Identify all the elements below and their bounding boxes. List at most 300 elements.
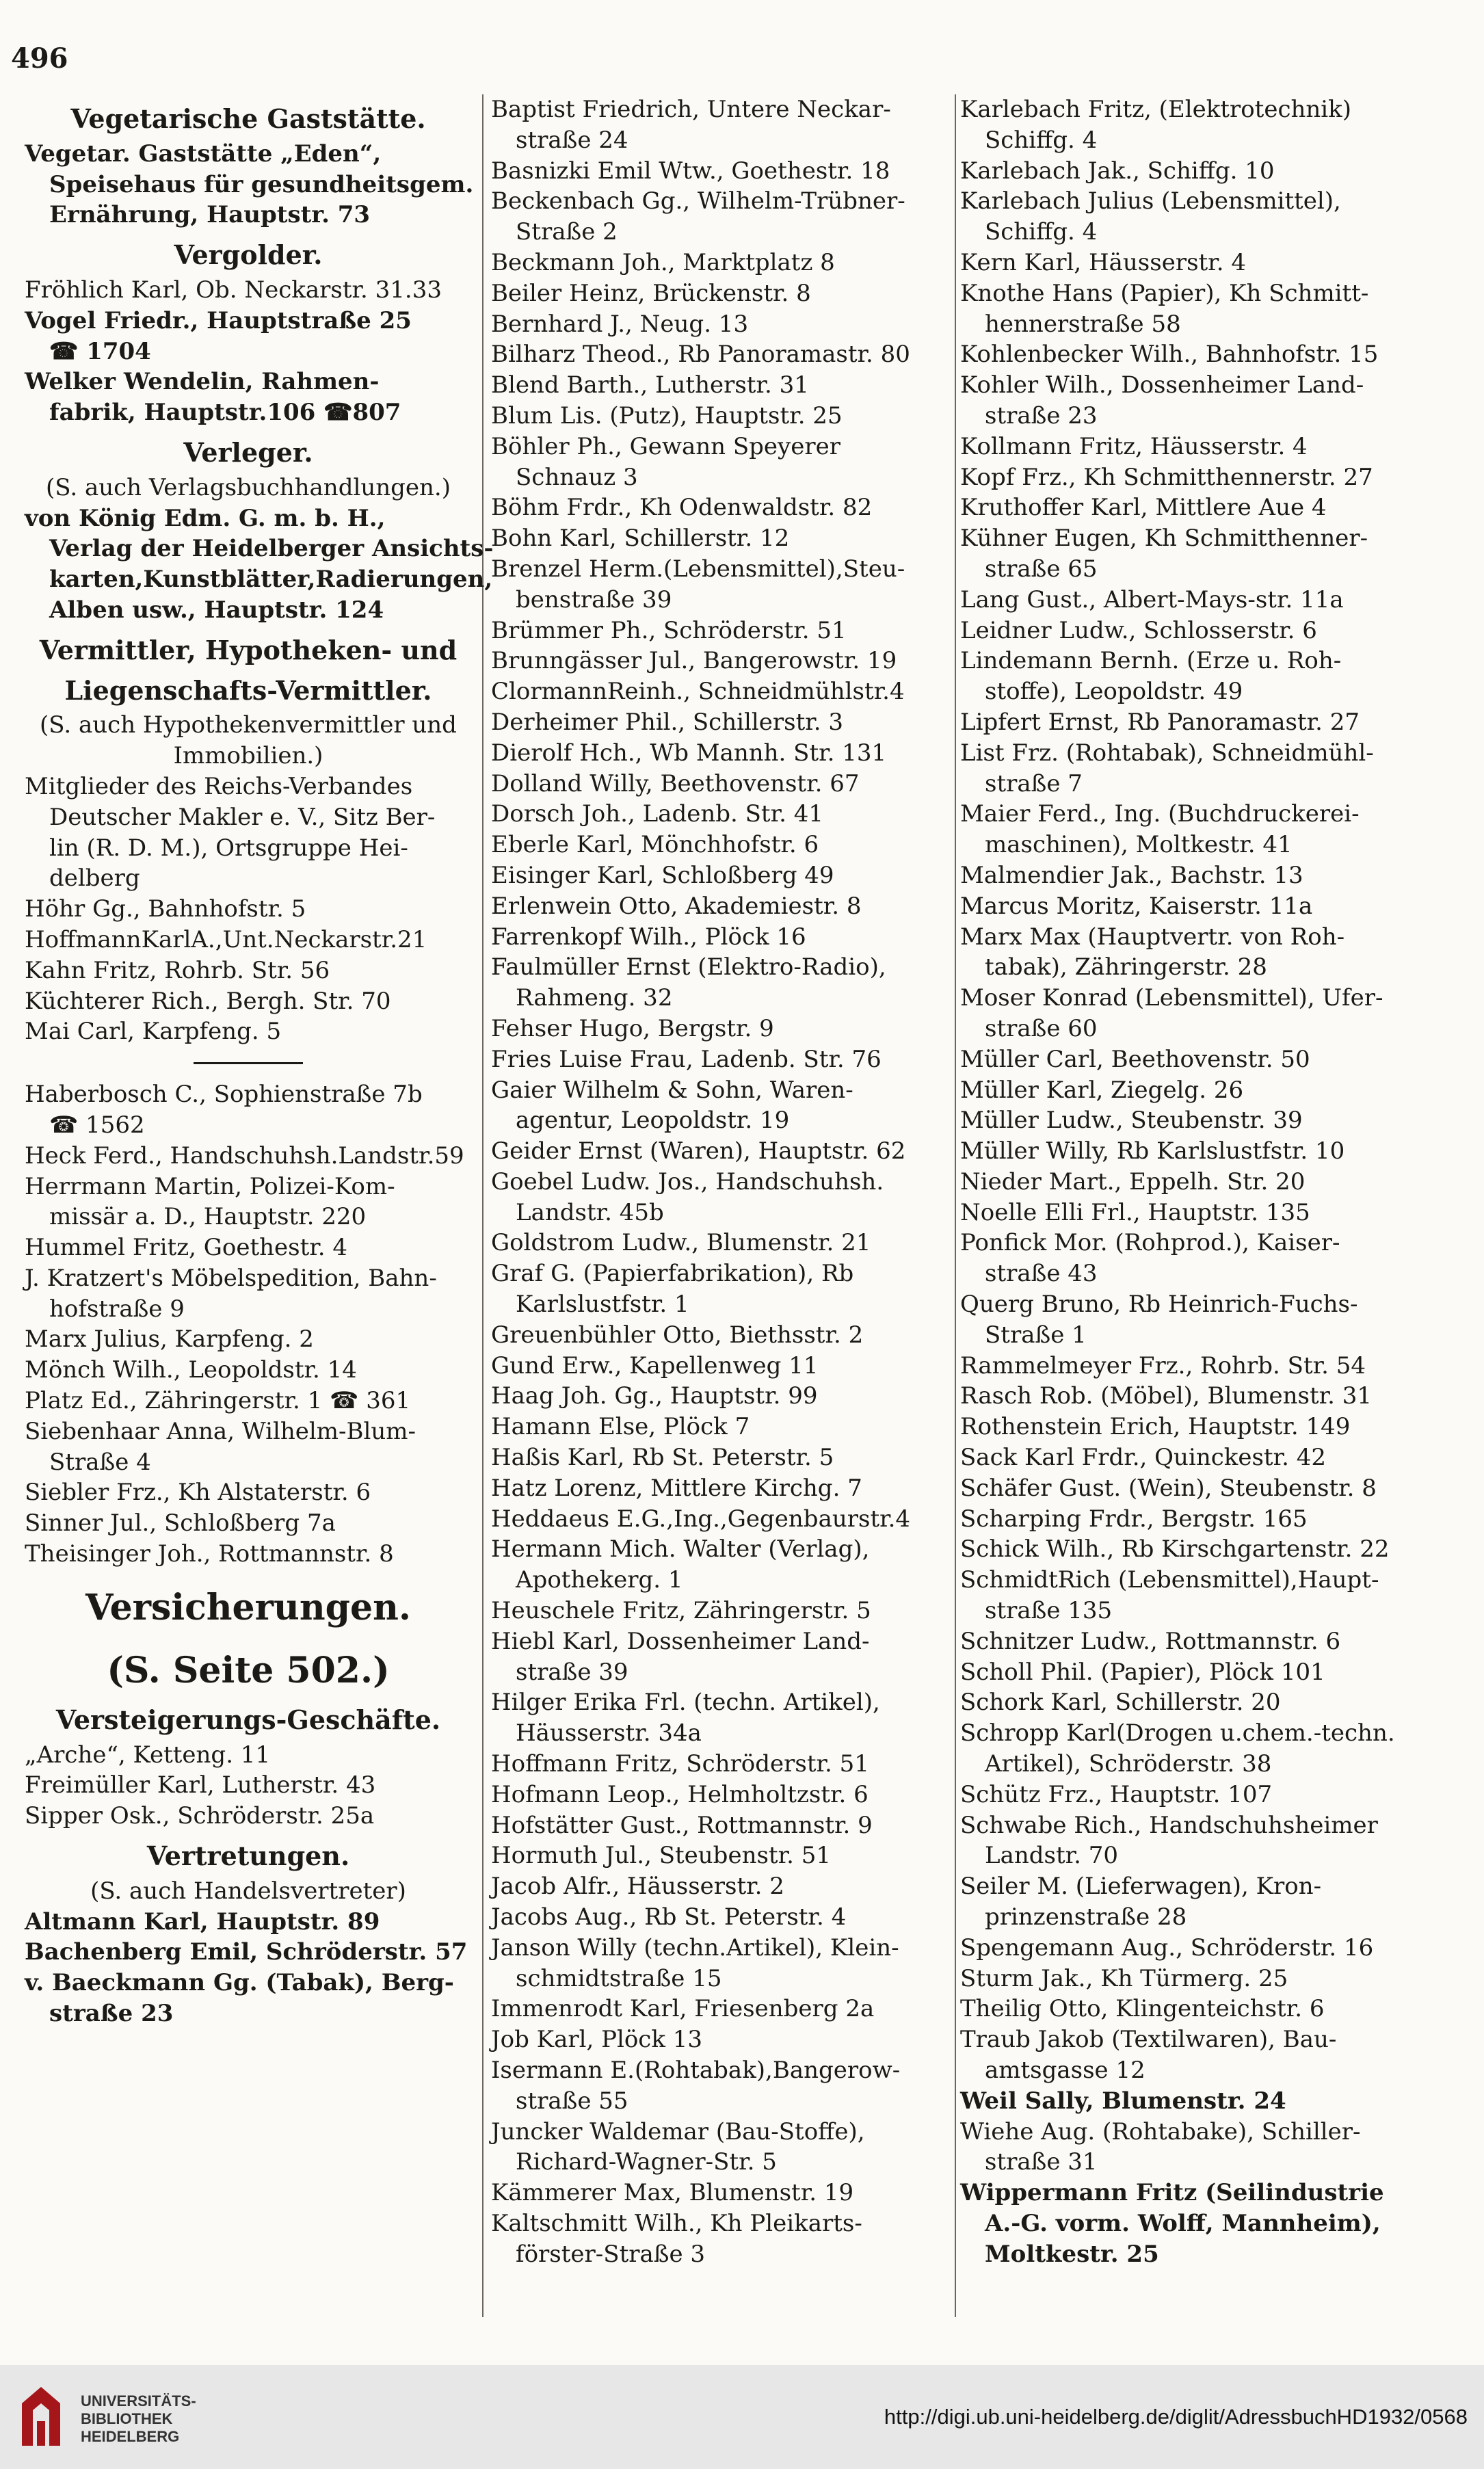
directory-entry xyxy=(491,2055,952,2117)
entry-line: Dolland Willy, Beethovenstr. 67 xyxy=(491,769,860,797)
directory-entry xyxy=(25,1801,472,1832)
directory-entry xyxy=(960,1167,1436,1198)
entry-line: straße 7 xyxy=(985,769,1083,797)
entry-line: Goebel Ludw. Jos., Handschuhsh. xyxy=(491,1167,884,1196)
directory-entry xyxy=(960,1810,1436,1872)
directory-entry xyxy=(960,1136,1436,1167)
entry-line: Freimüller Karl, Lutherstr. 43 xyxy=(25,1771,376,1799)
entry-line: Theilig Otto, Klingenteichstr. 6 xyxy=(960,1995,1325,2023)
directory-entry xyxy=(491,707,952,738)
directory-entry xyxy=(491,1258,952,1320)
section-separator xyxy=(194,1062,303,1064)
directory-entry xyxy=(25,139,472,230)
entry-line: Apothekerg. 1 xyxy=(516,1566,683,1594)
entry-line: Welker Wendelin, Rahmen- xyxy=(25,368,380,396)
directory-entry xyxy=(960,1534,1436,1565)
entry-line: Platz Ed., Zähringerstr. 1 ☎ 361 xyxy=(25,1387,411,1415)
entry-line: straße 39 xyxy=(516,1658,628,1686)
directory-entry xyxy=(960,1626,1436,1657)
page-number: 496 xyxy=(11,42,68,75)
entry-line: Schwabe Rich., Handschuhsheimer xyxy=(960,1811,1378,1839)
entry-line: Jacob Alfr., Häusserstr. 2 xyxy=(491,1873,784,1901)
entry-line: Siebenhaar Anna, Wilhelm-Blum- xyxy=(25,1417,416,1445)
entry-line: Hummel Fritz, Goethestr. 4 xyxy=(25,1234,348,1262)
entry-line: Kämmerer Max, Blumenstr. 19 xyxy=(491,2179,854,2207)
entry-line: Landstr. 70 xyxy=(985,1842,1119,1870)
directory-entry xyxy=(960,2024,1436,2086)
directory-entry xyxy=(25,1508,472,1539)
entry-line: Herrmann Martin, Polizei-Kom- xyxy=(25,1172,395,1200)
entry-line: Karlebach Fritz, (Elektrotechnik) xyxy=(960,96,1352,123)
entry-line: Schork Karl, Schillerstr. 20 xyxy=(960,1689,1281,1717)
directory-entry xyxy=(491,94,952,156)
entry-line: agentur, Leopoldstr. 19 xyxy=(516,1107,790,1135)
entry-line: missär a. D., Hauptstr. 220 xyxy=(49,1203,367,1231)
entry-line: Richard-Wagner-Str. 5 xyxy=(516,2148,777,2176)
entry-line: Artikel), Schröderstr. 38 xyxy=(985,1750,1272,1778)
directory-entry xyxy=(960,523,1436,585)
entry-line: ClormannReinh., Schneidmühlstr.4 xyxy=(491,678,905,706)
entry-line: Farrenkopf Wilh., Plöck 16 xyxy=(491,923,806,951)
directory-entry xyxy=(491,1596,952,1626)
directory-entry xyxy=(960,492,1436,523)
entry-line: Altmann Karl, Hauptstr. 89 xyxy=(25,1907,380,1936)
entry-line: Kruthoffer Karl, Mittlere Aue 4 xyxy=(960,494,1327,522)
entry-line: Kollmann Fritz, Häusserstr. 4 xyxy=(960,432,1308,460)
entry-line: Marcus Moritz, Kaiserstr. 11a xyxy=(960,892,1313,920)
entry-line: Wippermann Fritz (Seilindustrie xyxy=(960,2179,1384,2207)
entry-line: Lindemann Bernh. (Erze u. Roh- xyxy=(960,647,1342,675)
directory-entry xyxy=(960,462,1436,493)
directory-entry xyxy=(960,248,1436,278)
directory-entry xyxy=(491,860,952,891)
entry-line: Dierolf Hch., Wb Mannh. Str. 131 xyxy=(491,739,887,767)
entry-line: Noelle Elli Frl., Hauptstr. 135 xyxy=(960,1198,1310,1226)
entry-line: Schropp Karl(Drogen u.chem.-techn. xyxy=(960,1719,1395,1747)
directory-entry xyxy=(25,1324,472,1355)
entry-line: A.-G. vorm. Wolff, Mannheim), xyxy=(985,2209,1381,2237)
entry-line: Malmendier Jak., Bachstr. 13 xyxy=(960,861,1303,889)
entry-line: Marx Max (Hauptvertr. von Roh- xyxy=(960,923,1345,951)
directory-entry xyxy=(960,1075,1436,1106)
directory-entry xyxy=(491,401,952,432)
directory-entry xyxy=(960,891,1436,922)
section-note: (S. auch Handelsvertreter) xyxy=(90,1877,406,1905)
entry-line: Bernhard J., Neug. 13 xyxy=(491,310,749,338)
entry-line: Querg Bruno, Rb Heinrich-Fuchs- xyxy=(960,1291,1358,1319)
directory-entry xyxy=(25,925,472,955)
entry-line: Basnizki Emil Wtw., Goethestr. 18 xyxy=(491,157,890,185)
directory-entry xyxy=(491,1840,952,1871)
directory-entry xyxy=(25,1416,472,1478)
entry-line: Haberbosch C., Sophienstraße 7b xyxy=(25,1081,423,1109)
section-heading: (S. Seite 502.) xyxy=(107,1649,390,1691)
entry-line: Faulmüller Ernst (Elektro-Radio), xyxy=(491,953,886,981)
entry-line: Greuenbühler Otto, Biethsstr. 2 xyxy=(491,1321,864,1349)
entry-line: ☎ 1704 xyxy=(49,337,151,365)
entry-line: Rothenstein Erich, Hauptstr. 149 xyxy=(960,1413,1351,1441)
directory-entry xyxy=(491,952,952,1014)
entry-line: Ernährung, Hauptstr. 73 xyxy=(49,201,371,229)
directory-entry xyxy=(491,1749,952,1780)
entry-line: Häusserstr. 34a xyxy=(516,1719,702,1747)
entry-line: Hatz Lorenz, Mittlere Kirchg. 7 xyxy=(491,1474,862,1502)
entry-line: Deutscher Makler e. V., Sitz Ber- xyxy=(49,803,436,831)
directory-entry xyxy=(491,1075,952,1137)
column-divider xyxy=(482,94,483,2317)
directory-entry xyxy=(491,156,952,187)
directory-entry xyxy=(960,1289,1436,1351)
entry-line: straße 65 xyxy=(985,555,1098,583)
entry-line: Geider Ernst (Waren), Hauptstr. 62 xyxy=(491,1137,906,1165)
directory-entry xyxy=(960,585,1436,616)
directory-entry xyxy=(491,186,952,248)
directory-entry xyxy=(25,771,472,894)
entry-line: List Frz. (Rohtabak), Schneidmühl- xyxy=(960,739,1374,767)
entry-line: straße 23 xyxy=(49,2000,174,2028)
directory-entry xyxy=(491,1902,952,1933)
entry-line: Mai Carl, Karpfeng. 5 xyxy=(25,1018,282,1046)
entry-line: Gaier Wilhelm & Sohn, Waren- xyxy=(491,1076,853,1104)
entry-line: Janson Willy (techn.Artikel), Klein- xyxy=(491,1933,899,1962)
directory-entry xyxy=(491,523,952,554)
entry-line: fabrik, Hauptstr.106 ☎807 xyxy=(49,399,401,427)
entry-line: Kohlenbecker Wilh., Bahnhofstr. 15 xyxy=(960,341,1379,369)
entry-line: Traub Jakob (Textilwaren), Bau- xyxy=(960,2026,1337,2054)
entry-line: SchmidtRich (Lebensmittel),Haupt- xyxy=(960,1566,1379,1594)
entry-line: J. Kratzert's Möbelspedition, Bahn- xyxy=(25,1264,437,1292)
directory-entry xyxy=(960,94,1436,156)
directory-entry xyxy=(491,1933,952,1994)
directory-entry xyxy=(25,1355,472,1386)
directory-entry xyxy=(491,830,952,860)
column-middle xyxy=(491,94,952,2270)
section-note: Immobilien.) xyxy=(173,742,323,770)
entry-line: straße 24 xyxy=(516,126,628,154)
entry-line: Hilger Erika Frl. (techn. Artikel), xyxy=(491,1689,880,1717)
entry-line: Sipper Osk., Schröderstr. 25a xyxy=(25,1802,375,1830)
entry-line: v. Baeckmann Gg. (Tabak), Berg- xyxy=(25,1969,454,1997)
directory-entry xyxy=(960,1381,1436,1412)
entry-line: Rammelmeyer Frz., Rohrb. Str. 54 xyxy=(960,1351,1366,1379)
directory-entry xyxy=(960,738,1436,800)
directory-entry xyxy=(491,1381,952,1412)
entry-line: förster-Straße 3 xyxy=(516,2240,706,2268)
directory-entry xyxy=(491,676,952,707)
entry-line: hennerstraße 58 xyxy=(985,310,1181,338)
directory-entry xyxy=(491,616,952,646)
entry-line: Eberle Karl, Mönchhofstr. 6 xyxy=(491,831,819,859)
entry-line: hofstraße 9 xyxy=(49,1295,185,1323)
directory-entry xyxy=(960,278,1436,340)
directory-entry xyxy=(25,306,472,367)
directory-entry xyxy=(960,432,1436,462)
entry-line: Hoffmann Fritz, Schröderstr. 51 xyxy=(491,1750,869,1778)
entry-line: straße 135 xyxy=(985,1597,1113,1625)
entry-line: Speisehaus für gesundheitsgem. xyxy=(49,170,474,198)
entry-line: Heddaeus E.G.,Ing.,Gegenbaurstr.4 xyxy=(491,1505,911,1533)
directory-entry xyxy=(491,1442,952,1473)
directory-entry xyxy=(491,1044,952,1075)
directory-entry xyxy=(960,922,1436,983)
column-divider xyxy=(955,94,956,2317)
directory-entry xyxy=(960,1351,1436,1382)
section-heading: Vermittler, Hypotheken- und xyxy=(39,634,458,665)
entry-line: Hofstätter Gust., Rottmannstr. 9 xyxy=(491,1811,873,1839)
entry-line: Kühner Eugen, Kh Schmitthenner- xyxy=(960,525,1368,553)
directory-entry xyxy=(491,1320,952,1351)
entry-line: Straße 4 xyxy=(49,1448,151,1476)
entry-line: Vogel Friedr., Hauptstraße 25 xyxy=(25,306,412,334)
source-url-link[interactable]: http://digi.ub.uni-heidelberg.de/diglit/AdressbuchHD1932/0568 xyxy=(884,2405,1468,2429)
directory-entry xyxy=(960,707,1436,738)
entry-line: Baptist Friedrich, Untere Neckar- xyxy=(491,96,891,123)
entry-line: Fries Luise Frau, Ladenb. Str. 76 xyxy=(491,1045,882,1073)
entry-line: delberg xyxy=(49,864,140,893)
entry-line: Job Karl, Plöck 13 xyxy=(491,2026,703,2054)
entry-line: Marx Julius, Karpfeng. 2 xyxy=(25,1325,314,1354)
directory-entry xyxy=(960,1504,1436,1535)
directory-entry xyxy=(960,2178,1436,2269)
column-left xyxy=(25,94,494,2029)
directory-entry xyxy=(491,1780,952,1810)
directory-entry xyxy=(491,1136,952,1167)
directory-entry xyxy=(491,1687,952,1749)
directory-entry xyxy=(25,1232,472,1263)
directory-entry xyxy=(960,1718,1436,1780)
entry-line: Haag Joh. Gg., Hauptstr. 99 xyxy=(491,1382,818,1410)
entry-line: Wiehe Aug. (Rohtabake), Schiller- xyxy=(960,2117,1361,2145)
entry-line: Küchterer Rich., Bergh. Str. 70 xyxy=(25,987,391,1015)
entry-line: stoffe), Leopoldstr. 49 xyxy=(985,678,1243,706)
directory-entry xyxy=(491,738,952,769)
entry-line: Vegetar. Gaststätte „Eden“, xyxy=(25,140,382,168)
directory-entry xyxy=(491,1534,952,1596)
directory-entry xyxy=(25,1172,472,1233)
entry-line: Scholl Phil. (Papier), Plöck 101 xyxy=(960,1658,1325,1686)
section-heading: Verleger. xyxy=(183,436,313,468)
entry-line: Bachenberg Emil, Schröderstr. 57 xyxy=(25,1938,468,1966)
entry-line: Moltkestr. 25 xyxy=(985,2240,1159,2268)
entry-line: Maier Ferd., Ing. (Buchdruckerei- xyxy=(960,800,1360,828)
directory-entry xyxy=(25,1740,472,1771)
entry-line: prinzenstraße 28 xyxy=(985,1903,1187,1931)
directory-entry xyxy=(491,1626,952,1688)
directory-entry xyxy=(491,1167,952,1228)
entry-line: Bilharz Theod., Rb Panoramastr. 80 xyxy=(491,341,910,369)
directory-entry xyxy=(960,339,1436,370)
entry-line: Gund Erw., Kapellenweg 11 xyxy=(491,1351,819,1379)
entry-line: karten,Kunstblätter,Radierungen, xyxy=(49,566,493,594)
section-heading: Vegetarische Gaststätte. xyxy=(70,103,426,134)
entry-line: Kern Karl, Häusserstr. 4 xyxy=(960,248,1246,276)
library-logo-text: UNIVERSITÄTS- BIBLIOTHEK HEIDELBERG xyxy=(81,2392,196,2445)
directory-entry xyxy=(491,2178,952,2208)
directory-entry xyxy=(491,2024,952,2055)
entry-line: Brunngässer Jul., Bangerowstr. 19 xyxy=(491,647,897,675)
entry-line: Jacobs Aug., Rb St. Peterstr. 4 xyxy=(491,1903,847,1931)
directory-entry xyxy=(960,1933,1436,1964)
directory-entry xyxy=(960,1473,1436,1504)
entry-line: Straße 1 xyxy=(985,1321,1087,1349)
directory-entry xyxy=(960,983,1436,1044)
directory-entry xyxy=(491,339,952,370)
entry-line: straße 43 xyxy=(985,1260,1098,1288)
entry-line: Brenzel Herm.(Lebensmittel),Steu- xyxy=(491,555,905,583)
directory-entry xyxy=(491,1412,952,1442)
entry-line: Leidner Ludw., Schlosserstr. 6 xyxy=(960,616,1317,644)
directory-entry xyxy=(491,1871,952,1902)
directory-entry xyxy=(960,1994,1436,2024)
directory-entry xyxy=(25,1477,472,1508)
directory-entry xyxy=(25,1386,472,1416)
section-heading: Versteigerungs-Geschäfte. xyxy=(55,1704,441,1735)
directory-entry xyxy=(25,1141,472,1172)
directory-entry xyxy=(960,186,1436,248)
entry-line: Kopf Frz., Kh Schmitthennerstr. 27 xyxy=(960,463,1373,491)
directory-entry xyxy=(25,1263,472,1325)
directory-entry xyxy=(491,1228,952,1258)
entry-line: Müller Karl, Ziegelg. 26 xyxy=(960,1076,1244,1104)
entry-line: HoffmannKarlA.,Unt.Neckarstr.21 xyxy=(25,925,427,953)
directory-entry xyxy=(25,955,472,986)
entry-line: Moser Konrad (Lebensmittel), Ufer- xyxy=(960,984,1383,1012)
entry-line: Karlebach Julius (Lebensmittel), xyxy=(960,187,1341,215)
entry-line: Isermann E.(Rohtabak),Bangerow- xyxy=(491,2057,901,2084)
entry-line: Sturm Jak., Kh Türmerg. 25 xyxy=(960,1964,1288,1992)
entry-line: Knothe Hans (Papier), Kh Schmitt- xyxy=(960,279,1369,307)
entry-line: Heuschele Fritz, Zähringerstr. 5 xyxy=(491,1597,871,1625)
entry-line: Hamann Else, Plöck 7 xyxy=(491,1413,750,1441)
entry-line: Bohn Karl, Schillerstr. 12 xyxy=(491,525,790,553)
entry-line: Karlebach Jak., Schiffg. 10 xyxy=(960,157,1275,185)
entry-line: ☎ 1562 xyxy=(49,1111,145,1139)
entry-line: Scharping Frdr., Bergstr. 165 xyxy=(960,1505,1308,1533)
directory-entry xyxy=(491,2208,952,2270)
entry-line: Schick Wilh., Rb Kirschgartenstr. 22 xyxy=(960,1535,1390,1563)
entry-line: Heck Ferd., Handschuhsh.Landstr.59 xyxy=(25,1141,464,1170)
directory-entry xyxy=(960,1964,1436,1994)
directory-entry xyxy=(960,1044,1436,1075)
directory-entry xyxy=(960,860,1436,891)
directory-entry xyxy=(25,1079,472,1141)
entry-line: Müller Ludw., Steubenstr. 39 xyxy=(960,1107,1303,1135)
entry-line: tabak), Zähringerstr. 28 xyxy=(985,953,1267,981)
directory-entry xyxy=(960,1565,1436,1626)
entry-line: Derheimer Phil., Schillerstr. 3 xyxy=(491,708,843,736)
entry-line: Kahn Fritz, Rohrb. Str. 56 xyxy=(25,956,330,984)
directory-entry xyxy=(25,275,472,306)
directory-entry xyxy=(960,1412,1436,1442)
entry-line: Hormuth Jul., Steubenstr. 51 xyxy=(491,1842,831,1870)
entry-line: Sinner Jul., Schloßberg 7a xyxy=(25,1509,336,1537)
entry-line: Sack Karl Frdr., Quinckestr. 42 xyxy=(960,1444,1326,1472)
entry-line: Verlag der Heidelberger Ansichts- xyxy=(49,535,494,563)
section-note: (S. auch Hypothekenvermittler und xyxy=(40,711,457,739)
entry-line: Seiler M. (Lieferwagen), Kron- xyxy=(960,1873,1322,1901)
entry-line: Brümmer Ph., Schröderstr. 51 xyxy=(491,616,847,644)
directory-entry xyxy=(960,1687,1436,1718)
section-note: (S. auch Verlagsbuchhandlungen.) xyxy=(46,473,451,501)
entry-line: Blend Barth., Lutherstr. 31 xyxy=(491,371,809,399)
entry-line: Dorsch Joh., Ladenb. Str. 41 xyxy=(491,800,823,828)
directory-entry xyxy=(960,1198,1436,1228)
directory-entry xyxy=(491,2117,952,2178)
entry-line: Schiffg. 4 xyxy=(985,126,1098,154)
entry-line: straße 31 xyxy=(985,2148,1098,2176)
directory-entry xyxy=(960,156,1436,187)
entry-line: Blum Lis. (Putz), Hauptstr. 25 xyxy=(491,401,843,430)
entry-line: Hiebl Karl, Dossenheimer Land- xyxy=(491,1627,870,1655)
directory-entry xyxy=(491,554,952,616)
entry-line: Beckmann Joh., Marktplatz 8 xyxy=(491,248,835,276)
directory-entry xyxy=(960,1228,1436,1289)
entry-line: „Arche“, Ketteng. 11 xyxy=(25,1741,271,1769)
directory-entry xyxy=(491,1351,952,1382)
entry-line: straße 60 xyxy=(985,1014,1098,1042)
entry-line: Erlenwein Otto, Akademiestr. 8 xyxy=(491,892,862,920)
section-heading: Versicherungen. xyxy=(85,1586,411,1628)
directory-entry xyxy=(960,1105,1436,1136)
entry-line: straße 23 xyxy=(985,401,1098,430)
directory-entry xyxy=(491,492,952,523)
entry-line: Schiffg. 4 xyxy=(985,218,1098,246)
directory-entry xyxy=(491,646,952,676)
directory-entry xyxy=(25,1937,472,1968)
library-logo-icon xyxy=(14,2383,68,2451)
library-footer xyxy=(0,2365,1484,2469)
entry-line: Siebler Frz., Kh Alstaterstr. 6 xyxy=(25,1479,371,1507)
entry-line: Fehser Hugo, Bergstr. 9 xyxy=(491,1014,774,1042)
directory-entry xyxy=(491,432,952,493)
directory-entry xyxy=(491,891,952,922)
entry-line: Müller Willy, Rb Karlslustfstr. 10 xyxy=(960,1137,1345,1165)
directory-entry xyxy=(491,1810,952,1841)
directory-entry xyxy=(960,799,1436,860)
directory-entry xyxy=(960,370,1436,432)
entry-line: Eisinger Karl, Schloßberg 49 xyxy=(491,861,834,889)
directory-entry xyxy=(25,894,472,925)
entry-line: straße 55 xyxy=(516,2087,628,2115)
directory-entry xyxy=(25,1770,472,1801)
entry-line: Beckenbach Gg., Wilhelm-Trübner- xyxy=(491,187,905,215)
section-heading: Vertretungen. xyxy=(146,1840,350,1872)
directory-entry xyxy=(25,986,472,1017)
entry-line: Hofmann Leop., Helmholtzstr. 6 xyxy=(491,1780,869,1808)
entry-line: Alben usw., Hauptstr. 124 xyxy=(49,596,384,624)
entry-line: Lipfert Ernst, Rb Panoramastr. 27 xyxy=(960,708,1360,736)
entry-line: Rasch Rob. (Möbel), Blumenstr. 31 xyxy=(960,1382,1373,1410)
entry-line: Graf G. (Papierfabrikation), Rb xyxy=(491,1260,854,1288)
entry-line: Theisinger Joh., Rottmannstr. 8 xyxy=(25,1540,394,1568)
entry-line: maschinen), Moltkestr. 41 xyxy=(985,831,1293,859)
directory-entry xyxy=(491,799,952,830)
entry-line: Haßis Karl, Rb St. Peterstr. 5 xyxy=(491,1444,834,1472)
directory-entry xyxy=(25,1968,472,2029)
section-heading: Liegenschafts-Vermittler. xyxy=(64,674,432,706)
entry-line: Schnitzer Ludw., Rottmannstr. 6 xyxy=(960,1627,1341,1655)
entry-line: Ponfick Mor. (Rohprod.), Kaiser- xyxy=(960,1229,1340,1257)
directory-entry xyxy=(25,1539,472,1570)
entry-line: Beiler Heinz, Brückenstr. 8 xyxy=(491,279,811,307)
section-heading: Vergolder. xyxy=(174,239,323,271)
directory-entry xyxy=(491,370,952,401)
directory-entry xyxy=(960,1871,1436,1933)
directory-entry xyxy=(491,922,952,953)
directory-entry xyxy=(960,1657,1436,1688)
directory-entry xyxy=(491,309,952,340)
entry-line: Mönch Wilh., Leopoldstr. 14 xyxy=(25,1356,357,1384)
